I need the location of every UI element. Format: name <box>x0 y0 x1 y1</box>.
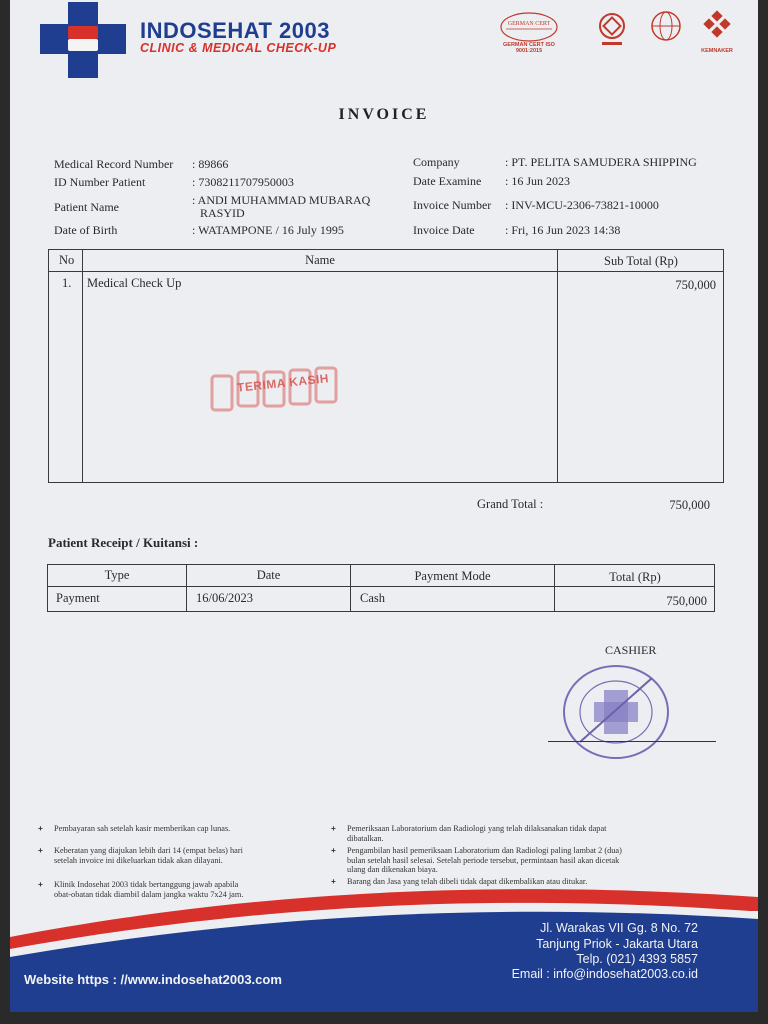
brand-name: INDOSEHAT 2003 <box>140 18 330 43</box>
receipt-header-mode: Payment Mode <box>414 569 491 583</box>
receipt-header-total: Total (Rp) <box>609 570 661 584</box>
company-value: : PT. PELITA SAMUDERA SHIPPING <box>505 155 697 169</box>
receipt-table <box>47 564 715 612</box>
patient-name-value: : ANDI MUHAMMAD MUBARAQ <box>192 193 371 207</box>
footer-phone: Telp. (021) 4393 5857 <box>576 952 698 966</box>
invoice-page <box>10 0 758 1012</box>
company-label: Company <box>413 155 460 169</box>
id-number-value: : 7308211707950003 <box>192 175 294 189</box>
invoice-number-value: : INV-MCU-2306-73821-10000 <box>505 198 659 212</box>
date-of-birth-value: : WATAMPONE / 16 July 1995 <box>192 223 344 237</box>
note-item: + Pemeriksaan Laboratorium dan Radiologi yang telah dilaksanakan tidak dapat dibatalkan. <box>331 823 607 843</box>
receipt-type: Payment <box>56 591 100 605</box>
clinic-logo <box>40 2 126 78</box>
note-item: + Klinik Indosehat 2003 tidak bertanggung jawab apabila obat-obatan tidak diambil dalam jangka waktu 7x24 jam. <box>38 879 244 899</box>
invoice-date-value: : Fri, 16 Jun 2023 14:38 <box>505 223 621 237</box>
receipt-header-type: Type <box>104 568 130 582</box>
patient-info <box>54 157 404 247</box>
kan-logo <box>592 10 632 54</box>
receipt-title: Patient Receipt / Kuitansi : <box>48 535 199 550</box>
kemnaker-label: KEMNAKER <box>701 48 733 54</box>
item-name: Medical Check Up <box>87 276 182 290</box>
date-of-birth-label: Date of Birth <box>54 223 118 237</box>
receipt-date: 16/06/2023 <box>196 591 253 605</box>
patient-name-value-line2: RASYID <box>200 206 245 220</box>
date-examine-value: : 16 Jun 2023 <box>505 174 571 188</box>
cashier-label: CASHIER <box>605 643 657 657</box>
footer-email: Email : info@indosehat2003.co.id <box>511 967 698 981</box>
item-subtotal: 750,000 <box>675 278 716 292</box>
german-cert-logo <box>498 10 560 54</box>
stamp-text: TERIMA KASIH <box>236 371 330 395</box>
receipt-header-date: Date <box>256 568 281 582</box>
invoice-date-label: Invoice Date <box>413 223 475 237</box>
patient-name-label: Patient Name <box>54 200 119 214</box>
header-no: No <box>59 253 75 267</box>
signature-line <box>548 741 716 742</box>
date-examine-label: Date Examine <box>413 174 482 188</box>
footer-address-line2: Tanjung Priok - Jakarta Utara <box>536 937 698 951</box>
header-subtotal: Sub Total (Rp) <box>604 254 678 268</box>
invoice-info <box>413 155 743 245</box>
grand-total-value: 750,000 <box>669 498 710 512</box>
brand-tagline: CLINIC & MEDICAL CHECK-UP <box>140 41 337 55</box>
certification-logos <box>498 10 738 55</box>
note-item: + Barang dan Jasa yang telah dibeli tidak dapat dikembalikan atau ditukar. <box>331 876 588 886</box>
note-item: + Keberatan yang diajukan lebih dari 14 (empat belas) hari setelah invoice ini dikeluarkan tidak akan dilayani. <box>38 845 243 865</box>
receipt-mode: Cash <box>360 591 385 605</box>
items-table <box>48 249 724 483</box>
globe-logo <box>648 10 684 54</box>
id-number-label: ID Number Patient <box>54 175 146 189</box>
kemnaker-logo <box>696 10 738 54</box>
invoice-number-label: Invoice Number <box>413 198 492 212</box>
receipt-total: 750,000 <box>666 594 707 608</box>
page-title: INVOICE <box>338 106 430 123</box>
medical-record-label: Medical Record Number <box>54 157 174 171</box>
grand-total-label: Grand Total : <box>477 497 544 511</box>
german-cert-label: GERMAN CERT ISO 9001:2015 <box>503 42 555 54</box>
footer-website: Website https : //www.indosehat2003.com <box>24 972 282 987</box>
footer-address-line1: Jl. Warakas VII Gg. 8 No. 72 <box>540 921 698 935</box>
note-item: + Pengambilan hasil pemeriksaan Laboratorium dan Radiologi paling lambat 2 (dua) bulan setelah hasil selesai. Setelah periode tersebut, permintaan hasil akan dicetak ulang dan dikenakan biaya. <box>331 845 622 874</box>
header-name: Name <box>305 253 335 267</box>
medical-record-value: : 89866 <box>192 157 229 171</box>
svg-text:GERMAN CERT: GERMAN CERT <box>507 21 551 27</box>
item-no: 1. <box>62 276 72 290</box>
clinic-stamp <box>560 662 672 762</box>
note-item: + Pembayaran sah setelah kasir memberikan cap lunas. <box>38 823 231 833</box>
